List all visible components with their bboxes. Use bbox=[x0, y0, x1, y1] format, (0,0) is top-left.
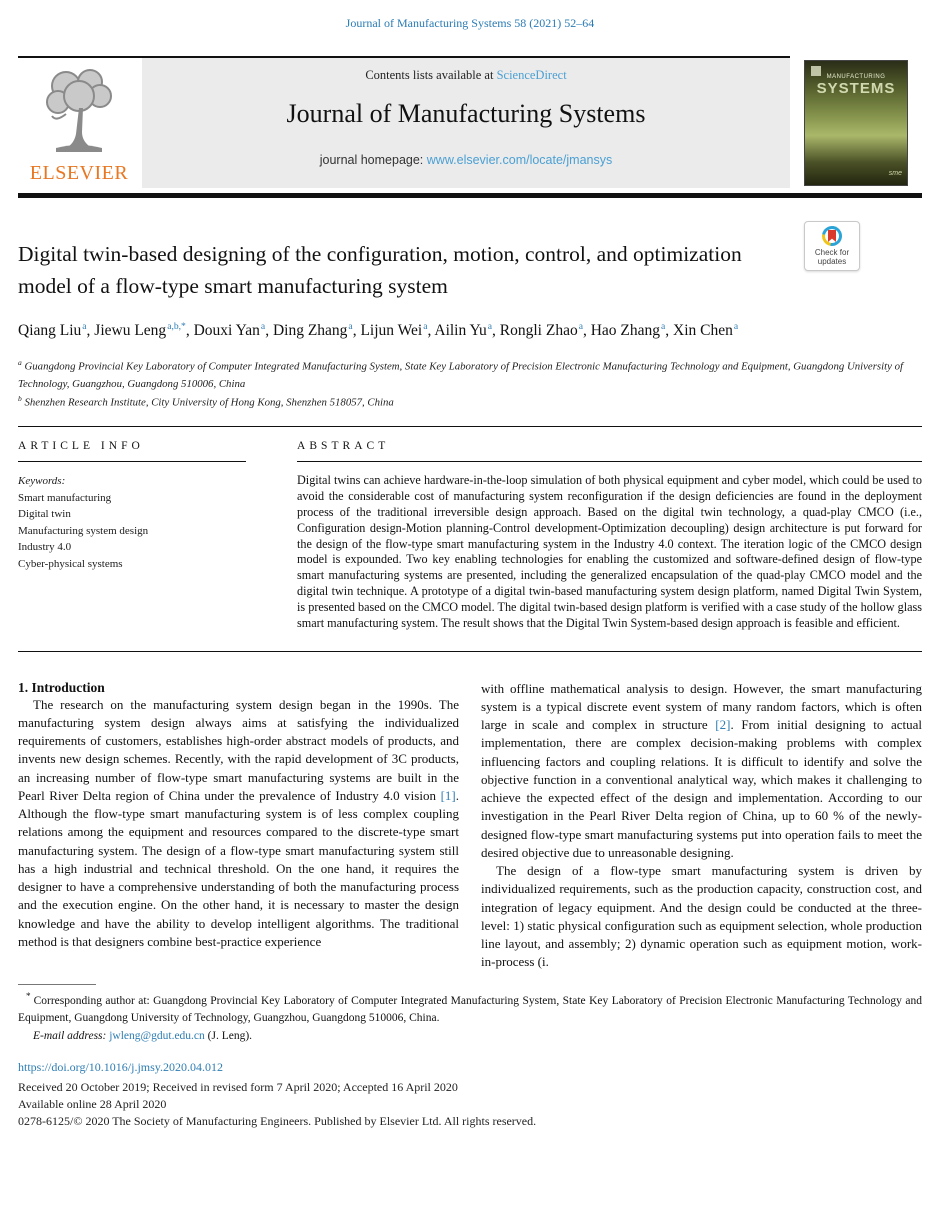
author-affil-sup: a bbox=[661, 320, 666, 332]
footnote-divider bbox=[18, 984, 96, 985]
email-line bbox=[18, 1028, 922, 1045]
author: Jiewu Leng$^{a,b,*}$, bbox=[94, 320, 194, 339]
author: Lijun Wei$^a$, bbox=[360, 320, 435, 339]
journal-masthead bbox=[142, 58, 790, 188]
article-title: Digital twin-based designing of the configuration, motion, control, and optimization model of a flow-type smart manufacturing system bbox=[18, 242, 742, 299]
affiliation-b: $^b$ Shenzhen Research Institute, City University of Hong Kong, Shenzhen 518057, China bbox=[18, 394, 394, 409]
doi-link[interactable]: https://doi.org/10.1016/j.jmsy.2020.04.012 bbox=[18, 1060, 224, 1075]
article-body bbox=[18, 680, 922, 972]
available-online: Available online 28 April 2020 bbox=[18, 1097, 167, 1112]
keyword: Smart manufacturing bbox=[18, 491, 112, 504]
cover-title-large: SYSTEMS bbox=[816, 80, 896, 97]
sme-logo: sme bbox=[888, 170, 902, 177]
email-suffix: (J. Leng). bbox=[204, 1030, 253, 1043]
info-abstract-section bbox=[18, 427, 922, 632]
author: Xin Chen$^a$ bbox=[673, 320, 739, 339]
author-affil-sup: a bbox=[260, 320, 266, 332]
cover-title-small: MANUFACTURING bbox=[826, 74, 886, 80]
intro-paragraph: The research on the manufacturing system design began in the 1990s. The manufacturing system design always aims at satisfying the individualized requirements of customers, establishes high-order abstract models of products, and invents new design schemes. Recently, with the rapid development of 3C products, an increasing number of flow-type smart manufacturing systems are built in the Pearl River Delta region of China under the prevalence of Industry 4.0 vision [1]. Although the flow-type smart manufacturing system is of less complex coupling relations among the equipment and resources compared to the discrete-type smart manufacturing system. The design of a flow-type smart manufacturing system still has a high industrial and technical threshold. On the one hand, it requires the designer to have a comprehensive understanding of both the manufacturing process and the execution engine. On the other hand, it is necessary to master the design knowledge and have the ability to develop intelligent algorithms. The traditional method is that designers combine best-practice experience bbox=[18, 696, 459, 949]
page-header-citation: Journal of Manufacturing Systems 58 (2021) 52–64 bbox=[345, 16, 595, 30]
banner-divider bbox=[18, 193, 922, 198]
keyword: Digital twin bbox=[18, 508, 71, 521]
received-dates: Received 20 October 2019; Received in revised form 7 April 2020; Accepted 16 April 2020 bbox=[18, 1079, 458, 1094]
journal-homepage-link[interactable]: www.elsevier.com/locate/jmansys bbox=[426, 153, 613, 167]
author: Douxi Yan$^a$, bbox=[193, 320, 273, 339]
author-affil-sup: a bbox=[733, 320, 739, 332]
crossmark-icon bbox=[818, 222, 846, 250]
journal-banner bbox=[18, 56, 922, 188]
keywords-block bbox=[18, 473, 268, 572]
journal-cover-thumbnail[interactable] bbox=[804, 60, 908, 186]
email-link[interactable]: jwleng@gdut.edu.cn bbox=[109, 1030, 205, 1043]
article-footer bbox=[18, 1059, 922, 1131]
author: Qiang Liu$^a$, bbox=[18, 320, 95, 339]
elsevier-tree-icon bbox=[36, 64, 122, 160]
copyright-line: 0278-6125/© 2020 The Society of Manufacturing Engineers. Published by Elsevier Ltd. All rights reserved. bbox=[18, 1114, 537, 1129]
footnote-block bbox=[18, 984, 922, 1046]
introduction-heading: 1. Introduction bbox=[18, 679, 105, 695]
reference-2-link[interactable]: [2] bbox=[715, 717, 731, 733]
affiliations bbox=[18, 357, 922, 412]
journal-title: Journal of Manufacturing Systems bbox=[286, 99, 646, 128]
author-affil-sup: a bbox=[348, 320, 353, 332]
author: Ding Zhang$^a$, bbox=[272, 320, 361, 339]
email-label: E-mail address: bbox=[33, 1030, 107, 1043]
body-right-column bbox=[481, 680, 922, 972]
author-affil-sup: a bbox=[487, 320, 493, 332]
contents-list-text: Contents lists available at bbox=[365, 68, 497, 82]
intro-paragraph-2: The design of a flow-type smart manufacturing system is driven by individualized requirements, such as the production capacity, construction cost, and integration of legacy equipment. And the design could be conducted at the three-level: 1) static physical configuration such as equipment selection, whole production line layout, and assembly; 2) dynamic operation such as equipment motion, work-in-process (i. bbox=[481, 863, 922, 970]
keyword: Manufacturing system design bbox=[18, 524, 149, 537]
article-info-column bbox=[18, 427, 268, 632]
affiliation-a: $^a$ Guangdong Provincial Key Laboratory of Computer Integrated Manufacturing System, State Key Laboratory of Precision Electronic Manufacturing Technology and Equipment, Guangdong University of Technology, Guangzhou, Guangdong 510006, China bbox=[18, 358, 904, 390]
author-list bbox=[18, 320, 800, 343]
keyword: Cyber-physical systems bbox=[18, 557, 123, 570]
author: Hao Zhang$^a$, bbox=[590, 320, 674, 339]
abstract-column bbox=[297, 427, 922, 632]
author-affil-sup: a bbox=[578, 320, 583, 332]
homepage-label: journal homepage: bbox=[319, 153, 427, 167]
reference-1-link[interactable]: [1] bbox=[440, 787, 456, 803]
author: Ailin Yu$^a$, bbox=[434, 320, 500, 339]
check-badge-line2: updates bbox=[817, 257, 847, 267]
elsevier-wordmark: ELSEVIER bbox=[29, 162, 129, 184]
author-affil-sup: a bbox=[423, 320, 428, 332]
check-badge-line1: Check for bbox=[814, 248, 850, 257]
abstract-heading: ABSTRACT bbox=[297, 440, 390, 453]
elsevier-logo[interactable] bbox=[18, 58, 140, 188]
corresponding-author-note: * Corresponding author at: Guangdong Provincial Key Laboratory of Computer Integrated Manufacturing System, State Key Laboratory of Precision Electronic Manufacturing Technology and Equipment, Guangdong University of Technology, Guangzhou, Guangdong 510006, China. bbox=[18, 990, 922, 1024]
abstract-text: Digital twins can achieve hardware-in-the-loop simulation of both physical equipment and cyber model, which could be used to avoid the considerable cost of manufacturing system reconfiguration if the design deficiencies are found in the deployment process of the traditional irreversible design approach. Based on the digital twin technology, a quad-play CMCO (i.e., Configuration design-Motion planning-Control development-Optimization decoupling) design architecture is put forward for the design of the flow-type smart manufacturing system in the Industry 4.0 context. The iteration logic of the CMCO design model is expounded. Two key enabling technologies for enabling the customized and software-defined design of flow-type smart manufacturing systems are presented, including the generalized encapsulation of the quad-play CMCO model and the digital twin technique. A prototype of a digital twin-based manufacturing system design platform, named Digital Twin System, is presented based on the CMCO model. The digital twin-based design platform is verified with a case study of the hollow glass smart manufacturing system. The result shows that the Digital Twin System-based design approach is feasible and efficient. bbox=[297, 473, 922, 630]
article-info-heading: ARTICLE INFO bbox=[18, 440, 144, 453]
keywords-label: Keywords: bbox=[18, 475, 66, 488]
intro-paragraph-continued: with offline mathematical analysis to design. However, the smart manufacturing system is a typical discrete event system of many random factors, which is often large in scale and complex in structure [2]. From initial designing to actual implementation, there are complex decision-making problems with complex influencing factors and coupling relations. It is difficult to identify and solve the objective function in a conventional analytical way, which makes it challenging to achieve the expected effect of the design and implementation. According to our investigation in the Pearl River Delta region of China, up to 60 % of the newly-designed flow-type smart manufacturing systems put into operation fails to meet the desired objective due to unreasonable designing. bbox=[481, 680, 923, 860]
author-affil-sup: a bbox=[82, 320, 87, 332]
abstract-divider bbox=[18, 651, 922, 652]
author-affil-sup: a,b,* bbox=[167, 320, 186, 332]
keyword: Industry 4.0 bbox=[18, 541, 72, 554]
body-left-column bbox=[18, 680, 459, 972]
sciencedirect-link[interactable]: ScienceDirect bbox=[496, 68, 567, 82]
check-for-updates-badge[interactable] bbox=[804, 221, 860, 271]
author: Rongli Zhao$^a$, bbox=[499, 320, 591, 339]
cover-logo-mark bbox=[811, 66, 821, 76]
